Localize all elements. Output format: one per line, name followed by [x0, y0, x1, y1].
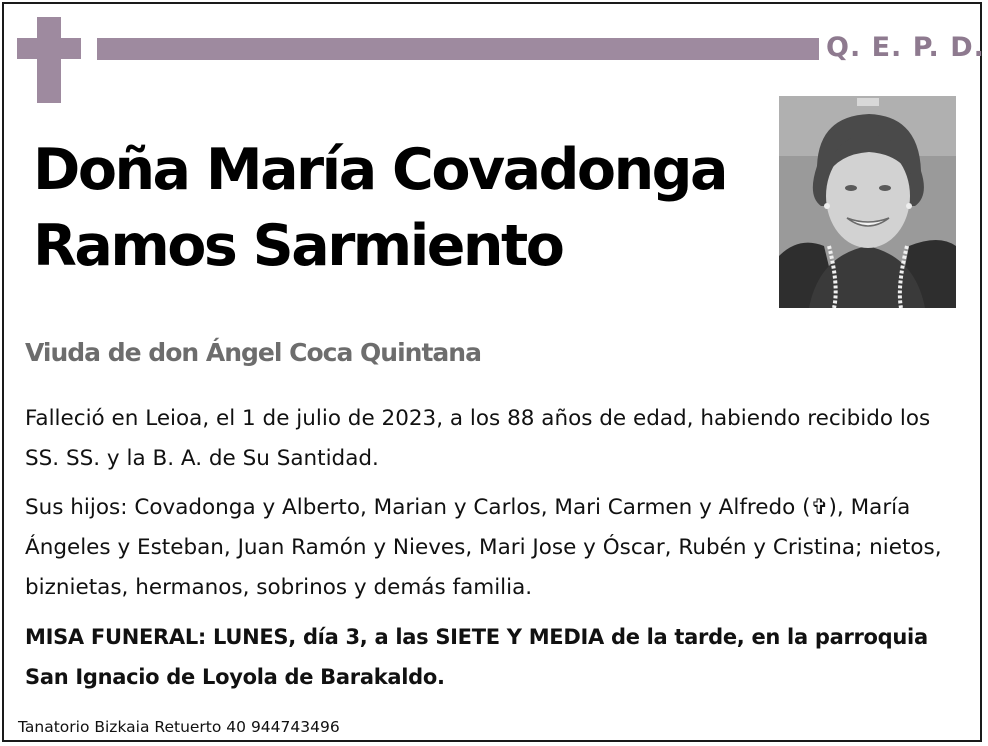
- cross-icon-horizontal-bar: [17, 38, 81, 59]
- portrait-image: [779, 96, 956, 308]
- deceased-name-line1: Doña María Covadonga: [33, 137, 726, 203]
- cross-icon-vertical-bar: [37, 17, 61, 103]
- widow-of-line: Viuda de don Ángel Coca Quintana: [25, 338, 481, 367]
- death-notice: Falleció en Leioa, el 1 de julio de 2023, a los 88 años de edad, habiendo recibido los SS. SS. y la B. A. de Su Santidad.: [25, 406, 931, 471]
- portrait-photo: [779, 96, 956, 308]
- deceased-name-line2: Ramos Sarmiento: [33, 213, 563, 279]
- family-list: [25, 488, 955, 608]
- deceased-name: [33, 132, 773, 284]
- funeral-home-footer: Tanatorio Bizkaia Retuerto 40 944743496: [18, 718, 340, 736]
- family-list-part1: Sus hijos: Covadonga y Alberto, Marian y Carlos, Mari Carmen y Alfredo (: [25, 495, 811, 520]
- funeral-mass-notice: MISA FUNERAL: LUNES, día 3, a las SIETE Y MEDIA de la tarde, en la parroquia San Ignacio de Loyola de Barakaldo.: [25, 625, 928, 689]
- cross-icon: ✞: [810, 495, 829, 520]
- family-list-part2: ), María Ángeles y Esteban, Juan Ramón y Nieves, Mari Jose y Óscar, Rubén y Cristina; nietos, biznietas, hermanos, sobrinos y demás familia.: [25, 495, 942, 600]
- header-rule: [97, 38, 819, 60]
- qepd-label: Q. E. P. D.: [826, 32, 985, 63]
